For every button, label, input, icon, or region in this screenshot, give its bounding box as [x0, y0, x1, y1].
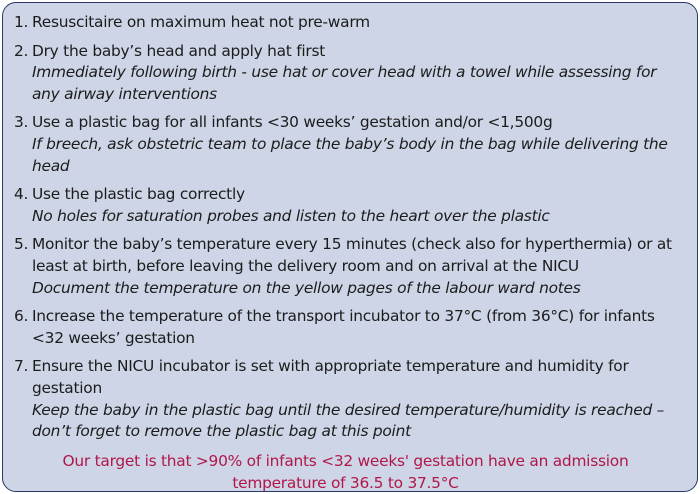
- item-number: 2.: [14, 41, 29, 60]
- item-number: 3.: [14, 113, 29, 132]
- item-main-text: Monitor the baby’s temperature every 15 minutes (check also for hyperthermia) or at least at birth, before leaving the delivery room and on arrival at the NICU: [32, 235, 672, 275]
- item-main-text: Resuscitaire on maximum heat not pre-warm: [32, 13, 370, 31]
- item-note: Keep the baby in the plastic bag until the desired temperature/humidity is reached – don’t forget to remove the plastic bag at this point: [32, 400, 665, 441]
- item-main-text: Use the plastic bag correctly: [32, 185, 245, 204]
- item-main-text: Increase the temperature of the transport incubator to 37°C (from 36°C) for infants <32 weeks’ gestation: [32, 307, 655, 347]
- item-body: [32, 12, 677, 34]
- item-main-text: Use a plastic bag for all infants <30 weeks’ gestation and/or <1,500g: [32, 113, 553, 132]
- item-body: [32, 41, 677, 106]
- item-number: 7.: [14, 357, 29, 376]
- item-note: If breech, ask obstetric team to place the baby’s body in the bag while delivering the head: [32, 134, 668, 175]
- list-item-3: [14, 112, 677, 177]
- item-main-text: Ensure the NICU incubator is set with appropriate temperature and humidity for gestation: [32, 357, 629, 397]
- item-number: 4.: [14, 185, 29, 204]
- item-note: Immediately following birth - use hat or cover head with a towel while assessing for any airway interventions: [32, 63, 657, 103]
- target-line-2: temperature of 36.5 to 37.5°C: [232, 473, 459, 492]
- item-note: Document the temperature on the yellow pages of the labour ward notes: [32, 278, 581, 297]
- guideline-panel: [2, 2, 698, 492]
- list-item-2: [14, 41, 677, 106]
- item-body: [32, 356, 677, 442]
- item-note: No holes for saturation probes and listen to the heart over the plastic: [32, 206, 550, 225]
- item-main-text: Dry the baby’s head and apply hat first: [32, 41, 326, 60]
- item-body: [32, 306, 677, 349]
- item-number: 1.: [14, 13, 29, 31]
- target-statement: [14, 450, 677, 494]
- list-item-7: [14, 356, 677, 442]
- list-item-4: [14, 184, 677, 227]
- item-body: [32, 112, 677, 177]
- item-body: [32, 234, 677, 299]
- item-number: 6.: [14, 307, 29, 326]
- list-item-5: [14, 234, 677, 299]
- target-line-1: Our target is that >90% of infants <32 weeks' gestation have an admission: [62, 451, 629, 470]
- list-item-6: [14, 306, 677, 349]
- list-item-1: [14, 12, 677, 34]
- item-body: [32, 184, 677, 227]
- item-number: 5.: [14, 235, 29, 254]
